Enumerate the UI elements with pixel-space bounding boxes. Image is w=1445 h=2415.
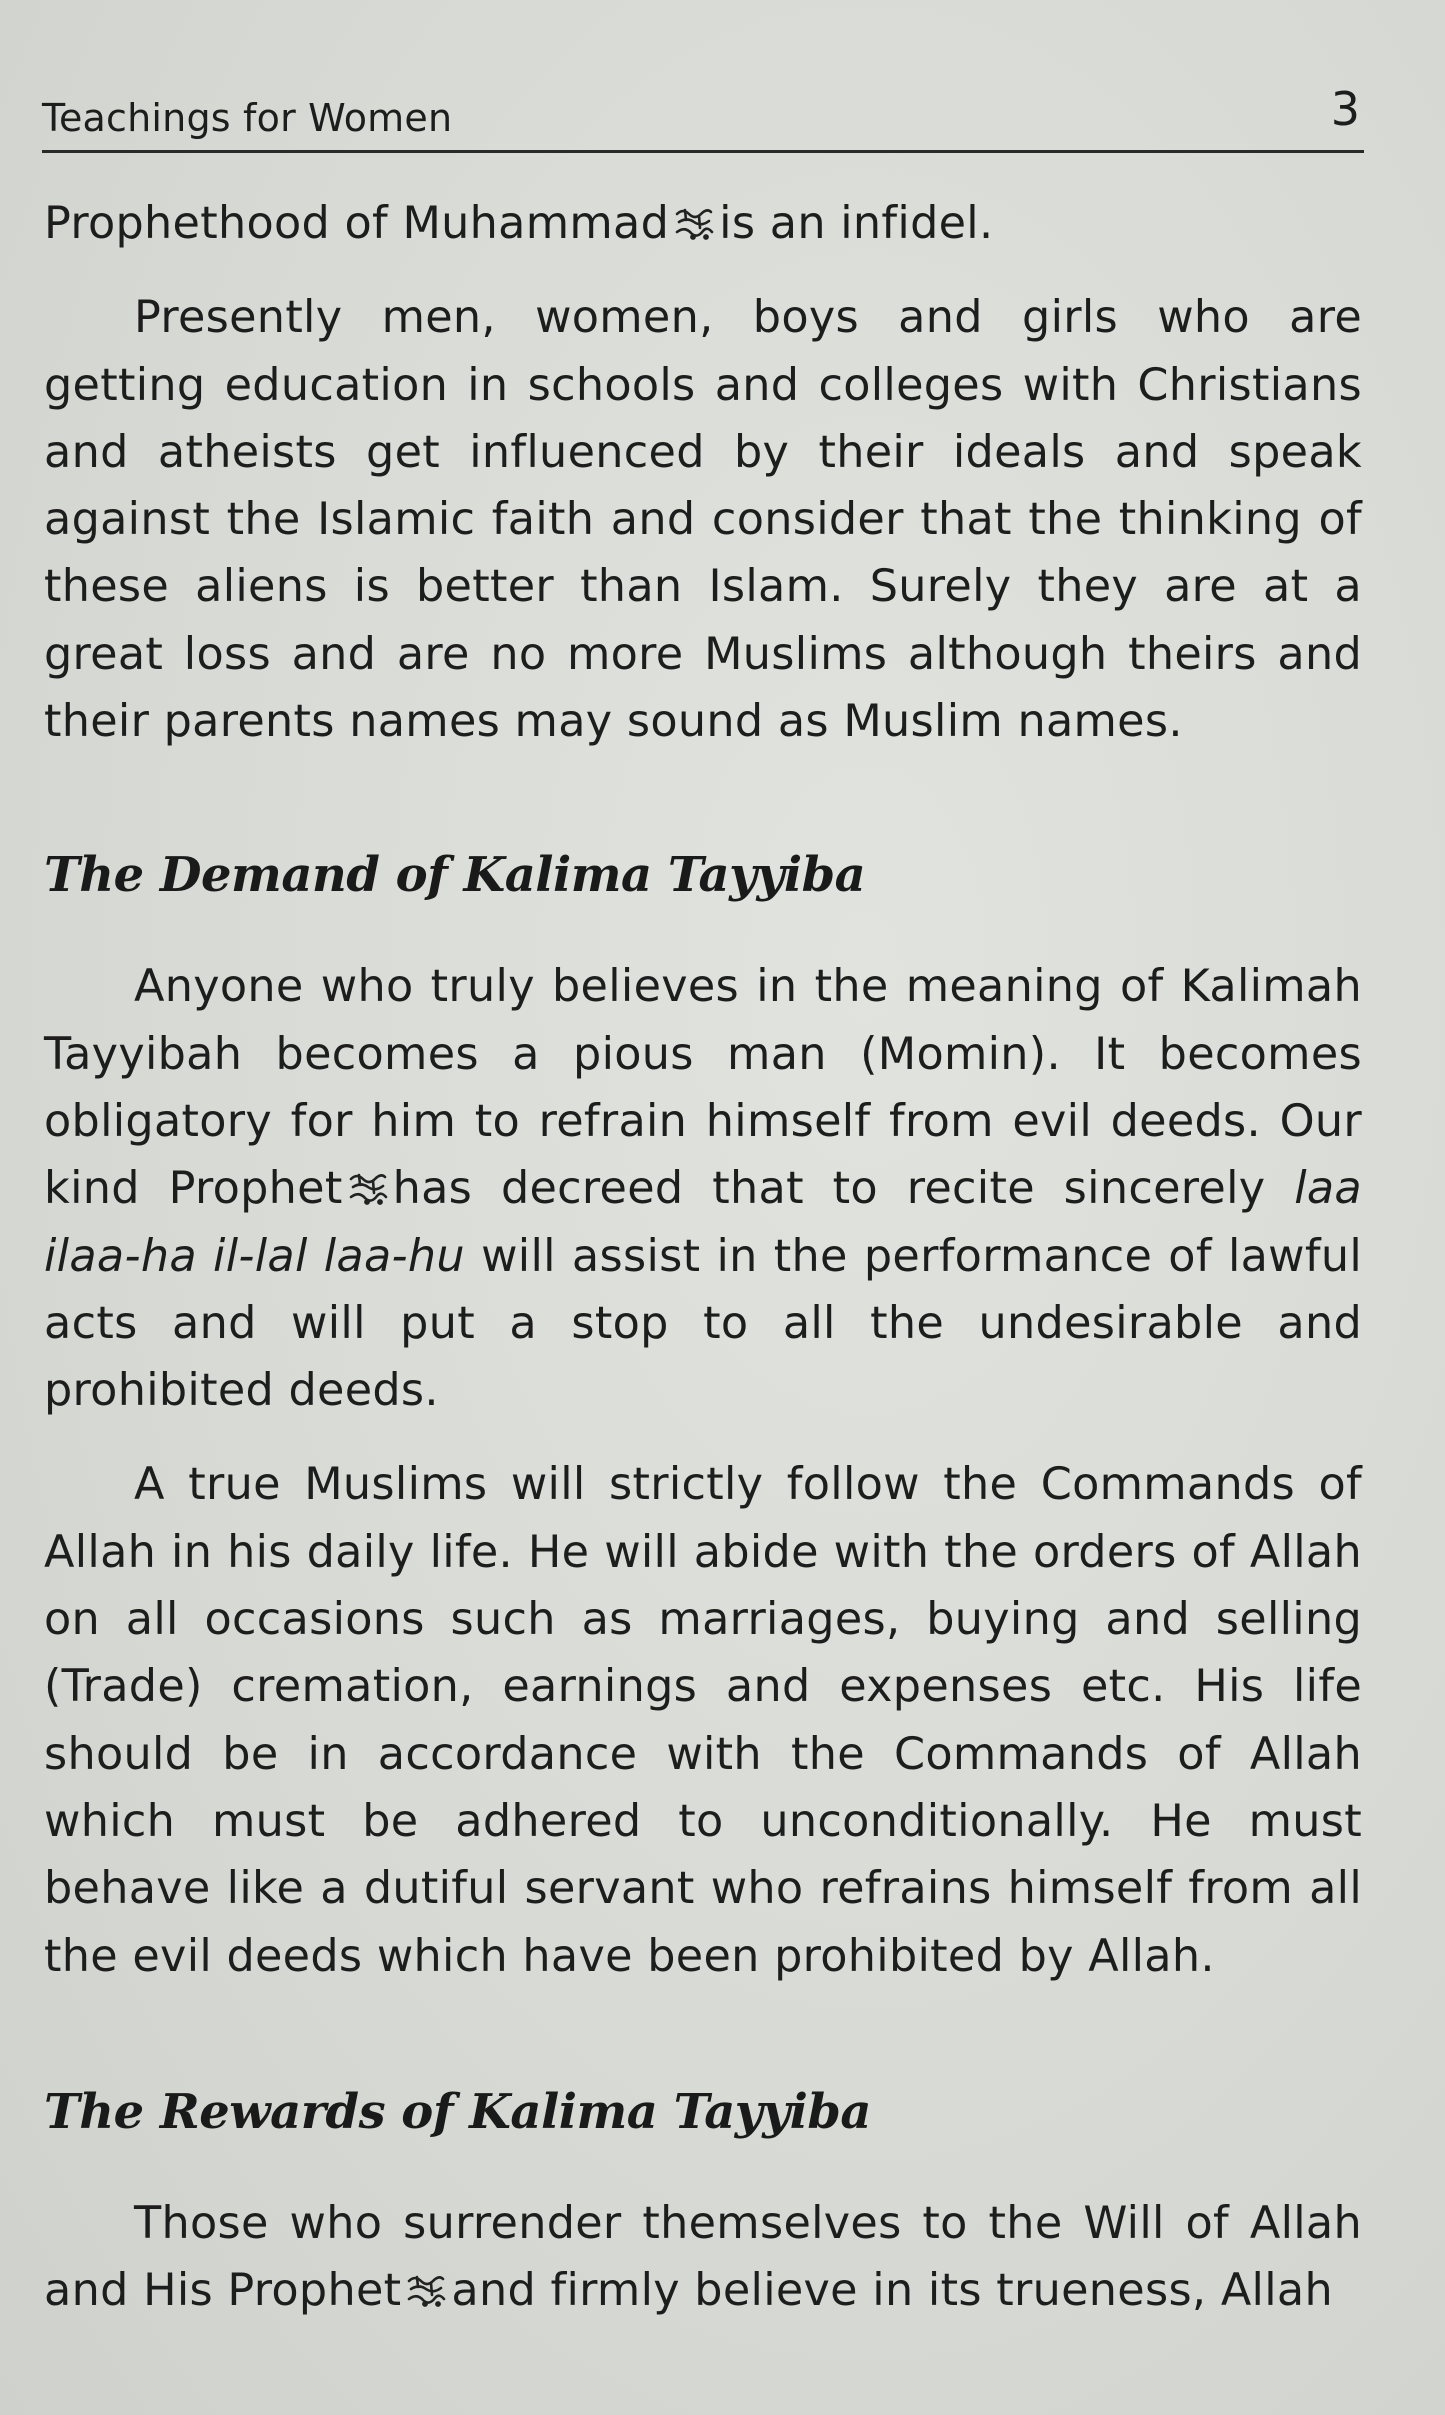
paragraph-true-muslim: A true Muslims will strictly follow the Commands of Allah in his daily life. He will abide with the orders of Allah on all occasions such as marriages, buying and selling (Trade) cremation, earnings and expenses etc. His life should be in accordance with the Commands of Allah which must be adhered to unconditionally. He must behave like a dutiful servant who refrains himself from all the evil deeds which have been prohibited by Allah. [44, 1459, 1362, 1982]
page-number: 3 [1330, 82, 1360, 136]
paragraph-demand: Anyone who truly believes in the meaning of Kalimah Tayyibah becomes a pious man (Momin). It becomes obligatory for him to refrain himself from evil deeds. Our kind Prophet has decreed that to recite sincerely laa ilaa-ha il-lal laa-hu will assist in the performance of lawful acts and will put a stop to all the undesirable and prohibited deeds. [44, 961, 1363, 1417]
paragraph-education: Presently men, women, boys and girls who are getting education in schools and colleges with Christians and atheists get influenced by their ideals and speak against the Islamic faith and consider that the thinking of these aliens is better than Islam. Surely they are at a great loss and are no more Muslims although theirs and their parents names may sound as Muslim names. [44, 292, 1362, 748]
paragraph-continuation: Prophethood of Muhammad is an infidel. [44, 198, 994, 249]
salutation-glyph-icon [347, 1171, 389, 1207]
section-heading-rewards: The Rewards of Kalima Tayyiba [44, 2083, 871, 2140]
salutation-glyph-icon [405, 2273, 447, 2309]
paragraph-rewards: Those who surrender themselves to the Will of Allah and His Prophet and firmly believe in its trueness, Allah [44, 2197, 1362, 2317]
header-title: Teachings for Women [42, 96, 453, 140]
salutation-glyph-icon [673, 206, 715, 242]
running-header [42, 70, 1364, 153]
transliteration: laa ilaa-ha il-lal laa-hu [44, 1163, 1363, 1282]
body-text [44, 190, 1362, 2324]
section-heading-demand: The Demand of Kalima Tayyiba [44, 847, 866, 904]
